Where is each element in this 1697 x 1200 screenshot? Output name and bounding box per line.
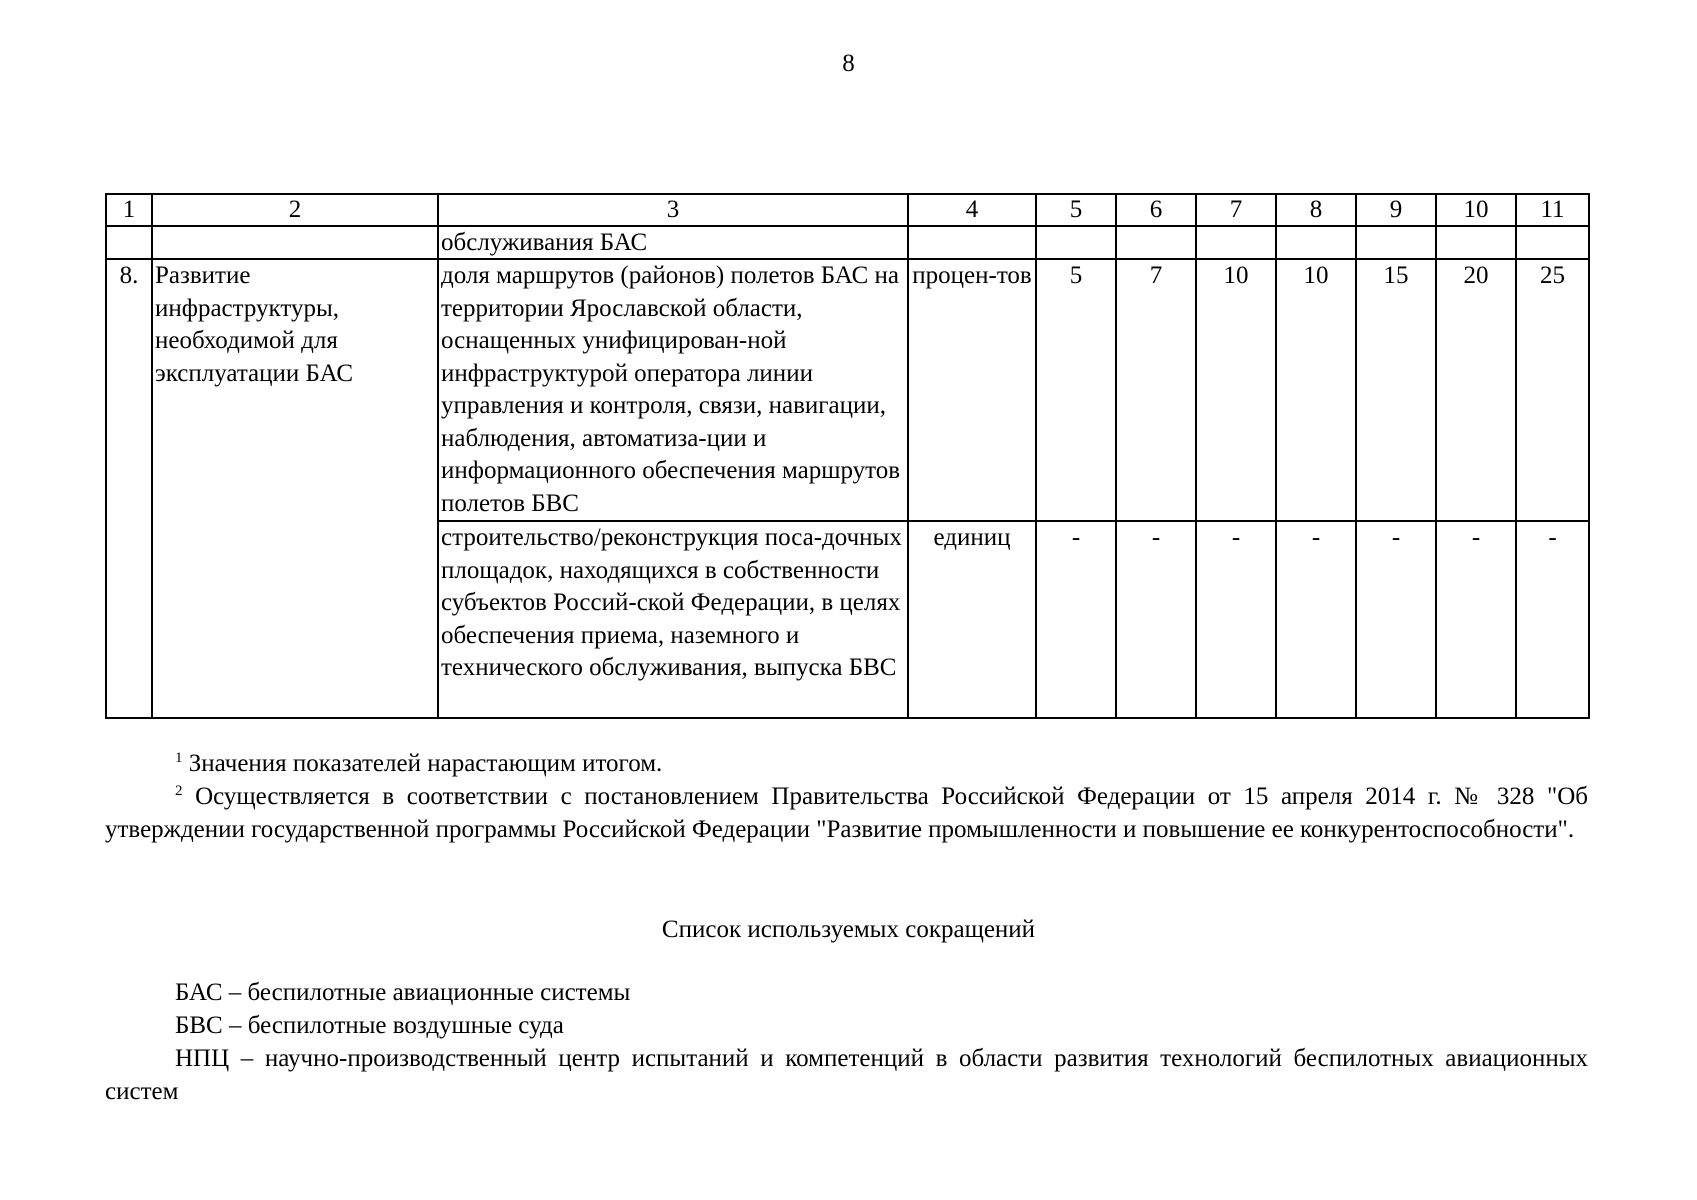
indicator-unit: единиц (908, 521, 1036, 718)
table-row (106, 259, 1589, 521)
column-number: 7 (1196, 194, 1276, 226)
indicator-name: доля маршрутов (районов) полетов БАС на территории Ярославской области, оснащенных унифицирован-ной инфраструктурой оператора линии управления и контроля, связи, навигации, наблюдения, автоматиза-ции и информационного обеспечения маршрутов полетов БВС (438, 259, 908, 521)
footnote-mark: 2 (175, 783, 183, 799)
value-cell: - (1516, 521, 1589, 718)
value-cell: 20 (1436, 259, 1516, 521)
column-number: 2 (152, 194, 438, 226)
indicator-name: строительство/реконструкция поса-дочных площадок, находящихся в собственности субъектов Россий-ской Федерации, в целях обеспечения приема, наземного и технического обслуживания, выпуска БВС (438, 521, 908, 718)
task-name: Развитие инфраструктуры, необходимой для эксплуатации БАС (152, 259, 438, 718)
value-cell: 10 (1196, 259, 1276, 521)
footnote-2: $^2$ Осуществляется в соответствии с постановлением Правительства Российской Федерации от 15 апреля 2014 г. № 328 "Об утверждении государственной программы Российской Федерации "Развитие промышленности и повышение ее конкурентоспособности". (105, 783, 1589, 843)
table-row-continuation (106, 226, 1589, 259)
value-cell: 10 (1276, 259, 1356, 521)
abbreviation-item: БАС – беспилотные авиационные системы (175, 979, 631, 1006)
value-cell: 25 (1516, 259, 1589, 521)
column-number: 6 (1116, 194, 1196, 226)
indicators-table (105, 193, 1590, 719)
column-number: 10 (1436, 194, 1516, 226)
value-cell: 15 (1356, 259, 1436, 521)
abbreviations-title: Список используемых сокращений (661, 916, 1036, 943)
footnote-1: $^1$ Значения показателей нарастающим итогом. (175, 750, 663, 777)
value-cell: - (1036, 521, 1116, 718)
abbreviations-list (105, 976, 1588, 1108)
value-cell: - (1356, 521, 1436, 718)
column-number: 3 (438, 194, 908, 226)
row-number: 8. (106, 259, 152, 718)
column-number: 4 (908, 194, 1036, 226)
value-cell: - (1436, 521, 1516, 718)
column-number: 1 (106, 194, 152, 226)
column-number: 5 (1036, 194, 1116, 226)
value-cell: 7 (1116, 259, 1196, 521)
indicator-name: обслуживания БАС (438, 226, 908, 259)
page-number: 8 (842, 50, 855, 77)
value-cell: - (1196, 521, 1276, 718)
value-cell: - (1116, 521, 1196, 718)
column-number: 8 (1276, 194, 1356, 226)
footnotes (105, 747, 1588, 846)
table-header-row (106, 194, 1589, 226)
footnote-mark: 1 (175, 750, 183, 766)
value-cell: - (1276, 521, 1356, 718)
column-number: 11 (1516, 194, 1589, 226)
abbreviation-item: БВС – беспилотные воздушные суда (175, 1012, 564, 1039)
value-cell: 5 (1036, 259, 1116, 521)
indicator-unit: процен-тов (908, 259, 1036, 521)
abbreviation-item: НПЦ – научно-производственный центр испытаний и компетенций в области развития технологий беспилотных авиационных систем (105, 1045, 1588, 1105)
column-number: 9 (1356, 194, 1436, 226)
